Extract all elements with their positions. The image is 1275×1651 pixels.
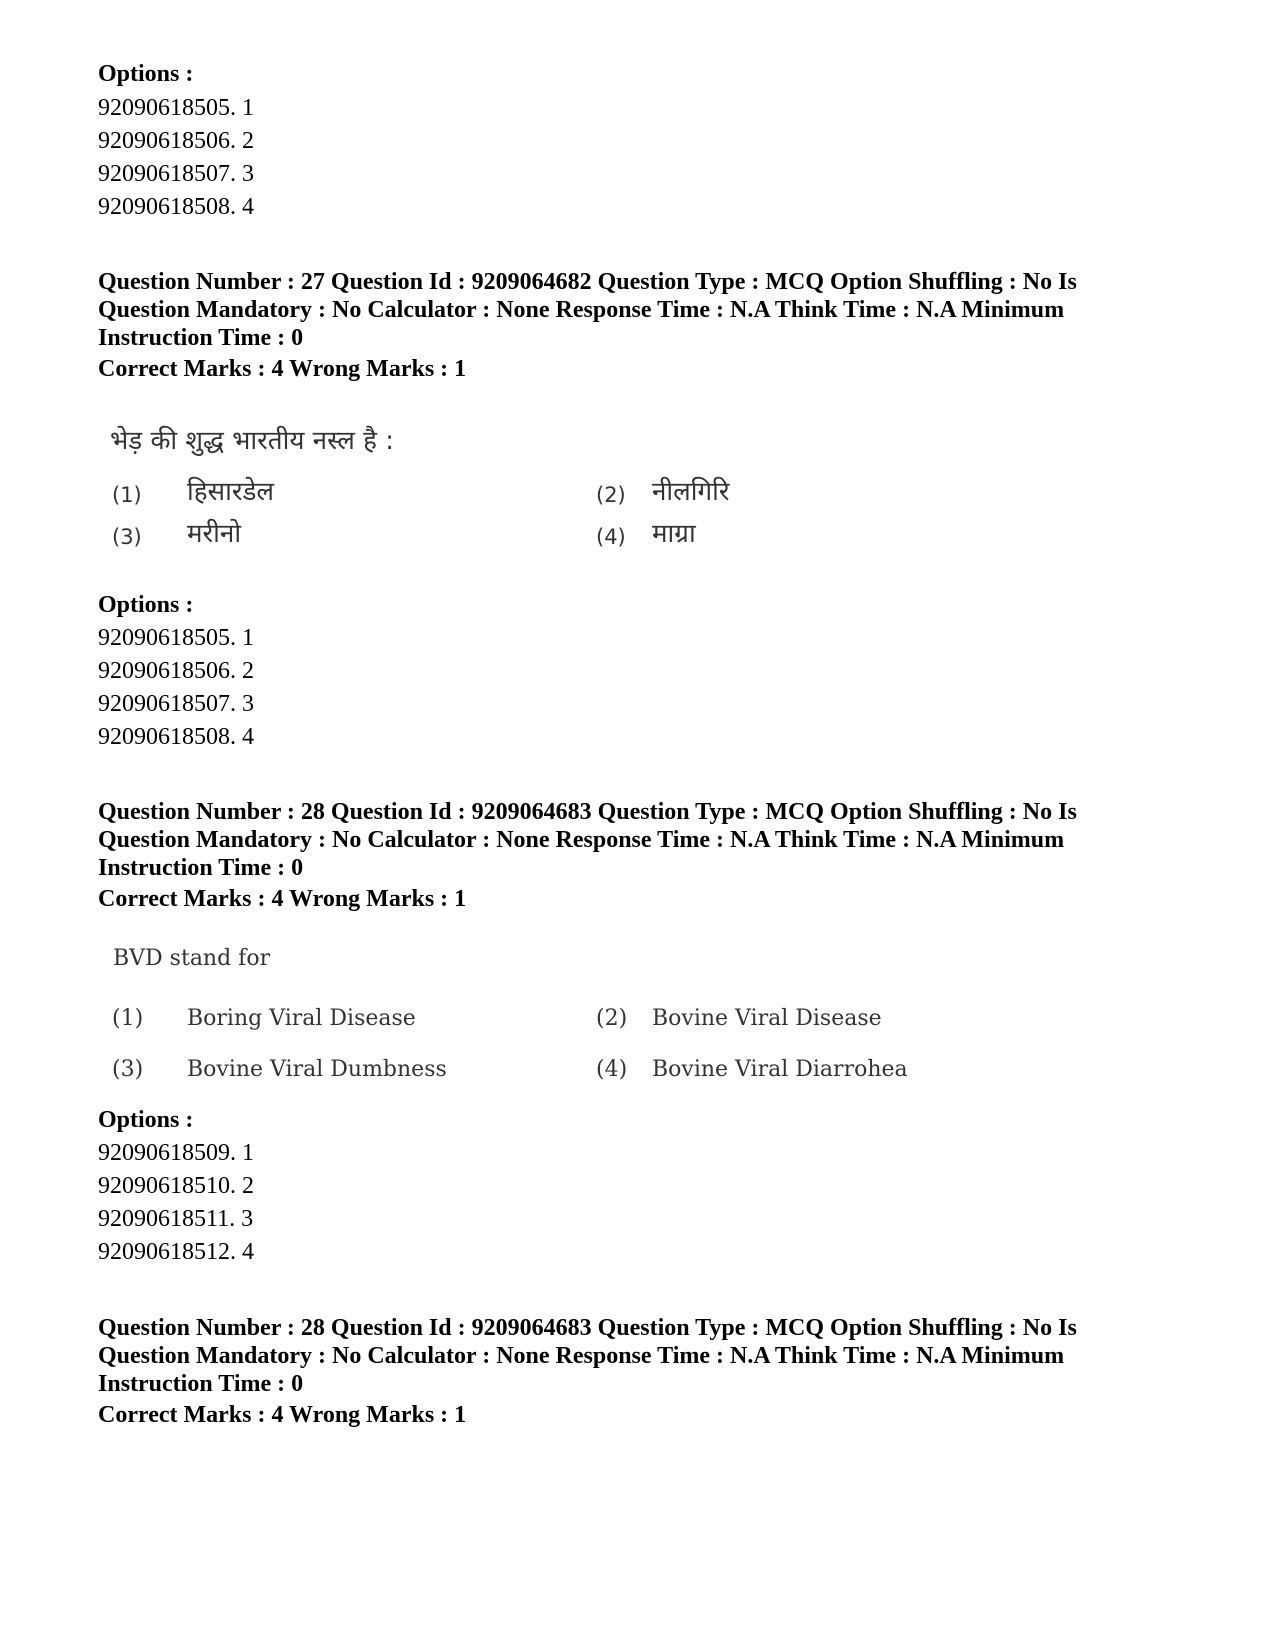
question-28-marks: Correct Marks : 4 Wrong Marks : 1 [98,886,467,912]
question-info-line: Question Number : 28 Question Id : 9209064683 Question Type : MCQ Option Shuffling : No Is [98,799,1077,825]
option-line: 92090618506. 2 [98,658,254,684]
option-line: 92090618508. 4 [98,194,254,220]
question-27-text: भेड़ की शुद्ध भारतीय नस्ल है : [110,426,394,456]
options-heading: Options : [98,61,194,87]
question-27-choice-4 [596,518,996,550]
choice-number: (2) [596,483,626,507]
choice-number: (1) [112,483,142,507]
question-28-repeat-marks: Correct Marks : 4 Wrong Marks : 1 [98,1402,467,1428]
choice-number: (3) [112,1057,144,1082]
question-28-text: BVD stand for [113,946,271,971]
choice-text: नीलगिरि [652,477,730,507]
choice-number: (4) [596,525,626,549]
choice-text: हिसारडेल [187,477,275,507]
question-info-line: Question Mandatory : No Calculator : None Response Time : N.A Think Time : N.A Minimum [98,827,1065,853]
question-27-choice-1 [112,476,512,508]
question-27-info [98,268,1118,352]
option-line: 92090618506. 2 [98,128,254,154]
option-line: 92090618507. 3 [98,691,254,717]
question-27-marks: Correct Marks : 4 Wrong Marks : 1 [98,356,467,382]
question-28-choice-2 [596,1005,996,1033]
choice-text: Boring Viral Disease [187,1006,416,1031]
question-28-repeat-info [98,1314,1118,1398]
question-27-choice-3 [112,518,512,550]
option-line: 92090618508. 4 [98,724,254,750]
choice-number: (2) [596,1006,628,1031]
choice-text: Bovine Viral Dumbness [187,1057,447,1082]
question-info-line: Question Number : 28 Question Id : 9209064683 Question Type : MCQ Option Shuffling : No Is [98,1315,1077,1341]
question-info-line: Question Number : 27 Question Id : 9209064682 Question Type : MCQ Option Shuffling : No Is [98,269,1077,295]
choice-text: मरीनो [187,519,242,549]
choice-text: Bovine Viral Disease [652,1006,882,1031]
choice-number: (4) [596,1057,628,1082]
option-line: 92090618511. 3 [98,1206,254,1232]
choice-number: (3) [112,525,142,549]
question-info-line: Instruction Time : 0 [98,855,304,881]
question-info-line: Instruction Time : 0 [98,325,304,351]
options-heading: Options : [98,1107,194,1133]
question-info-line: Instruction Time : 0 [98,1371,304,1397]
choice-text: माग्रा [652,519,696,549]
option-line: 92090618505. 1 [98,625,254,651]
question-info-line: Question Mandatory : No Calculator : None Response Time : N.A Think Time : N.A Minimum [98,1343,1065,1369]
question-28-info [98,798,1118,882]
option-line: 92090618510. 2 [98,1173,254,1199]
question-27-choice-2 [596,476,996,508]
question-info-line: Question Mandatory : No Calculator : None Response Time : N.A Think Time : N.A Minimum [98,297,1065,323]
question-28-choice-1 [112,1005,512,1033]
option-line: 92090618509. 1 [98,1140,254,1166]
option-line: 92090618512. 4 [98,1239,254,1265]
question-28-choice-4 [596,1056,996,1084]
options-heading: Options : [98,592,194,618]
option-line: 92090618507. 3 [98,161,254,187]
option-line: 92090618505. 1 [98,95,254,121]
choice-text: Bovine Viral Diarrohea [652,1057,908,1082]
question-28-choice-3 [112,1056,512,1084]
choice-number: (1) [112,1006,144,1031]
